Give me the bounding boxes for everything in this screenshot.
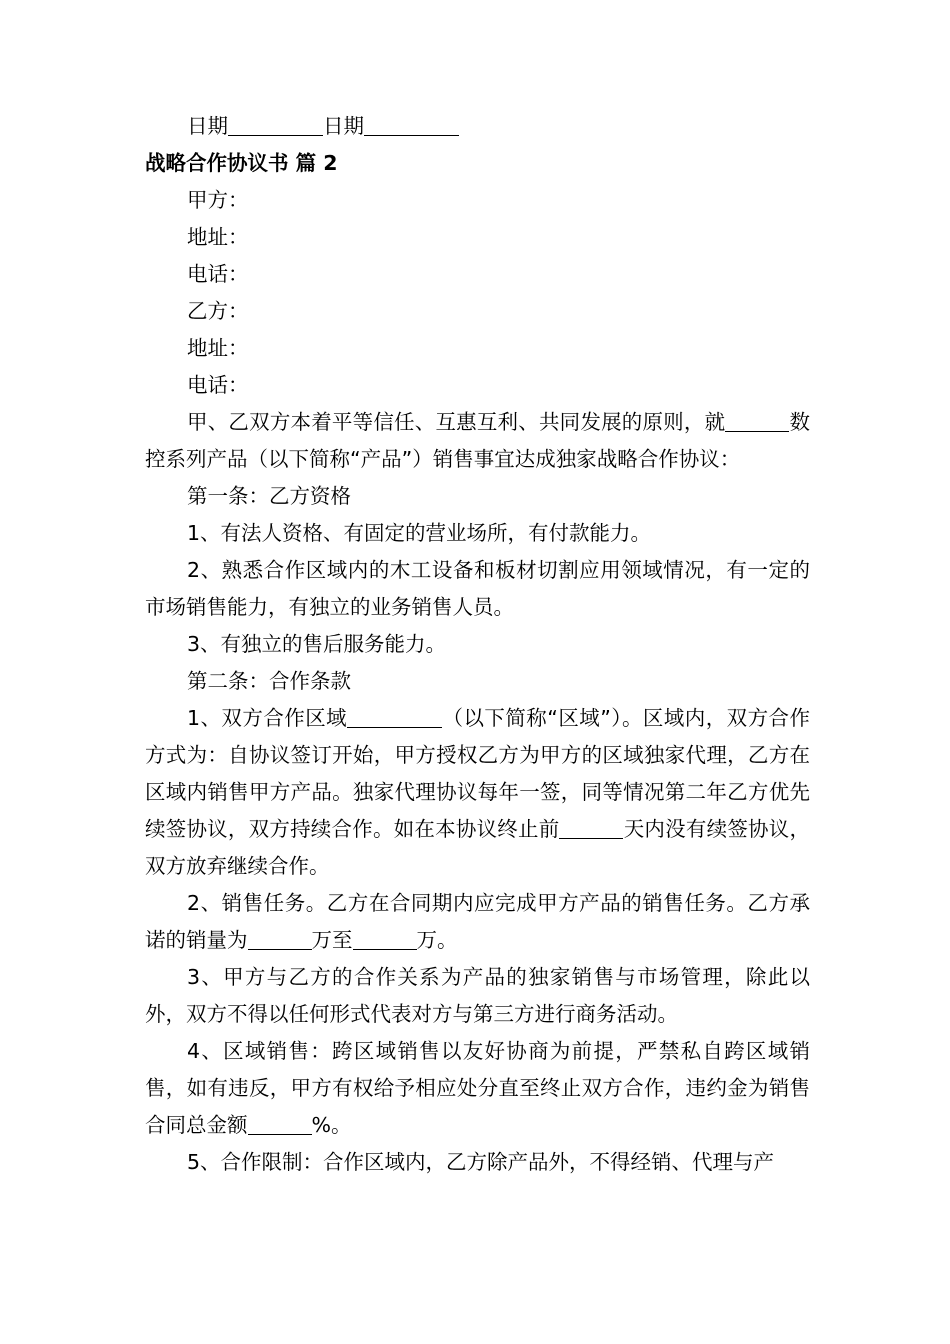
date-label-2: 日期 bbox=[323, 114, 364, 138]
intro-prefix: 甲、乙双方本着平等信任、互惠互利、共同发展的原则，就 bbox=[187, 410, 726, 434]
date-blank-2 bbox=[364, 115, 459, 137]
party-b-phone: 电话： bbox=[187, 373, 249, 397]
party-b-address: 地址： bbox=[187, 336, 249, 360]
article-2-item-2 bbox=[145, 885, 810, 959]
days-blank bbox=[559, 818, 623, 840]
item-2-part-a: 2、销售任务。乙方在合同期内应完成甲方产品的销售任务。乙方承诺的销量为 bbox=[145, 891, 810, 952]
article-2-item-3: 3、甲方与乙方的合作关系为产品的独家销售与市场管理，除此以外，双方不得以任何形式代表对方与第三方进行商务活动。 bbox=[145, 965, 810, 1026]
party-a-name: 甲方： bbox=[187, 188, 249, 212]
region-blank bbox=[347, 707, 442, 729]
article-1-title: 第一条：乙方资格 bbox=[187, 484, 351, 508]
date-blank-1 bbox=[228, 115, 323, 137]
party-a-phone: 电话： bbox=[187, 262, 249, 286]
article-2-title: 第二条：合作条款 bbox=[187, 669, 351, 693]
intro-paragraph bbox=[145, 404, 810, 478]
sales-min-blank bbox=[248, 929, 312, 951]
party-b-name: 乙方： bbox=[187, 299, 249, 323]
intro-suffix: 数控系列产品（以下简称“产品”）销售事宜达成独家战略合作协议： bbox=[145, 410, 811, 471]
party-a-address: 地址： bbox=[187, 225, 249, 249]
date-line bbox=[145, 108, 810, 145]
item-4-part-a: 4、区域销售：跨区域销售以友好协商为前提，严禁私自跨区域销售，如有违反，甲方有权给予相应处分直至终止双方合作，违约金为销售合同总金额 bbox=[145, 1039, 810, 1137]
penalty-percent-blank bbox=[248, 1114, 312, 1136]
item-4-part-b: %。 bbox=[311, 1113, 352, 1137]
item-2-part-b: 万至 bbox=[311, 928, 353, 952]
article-2-item-5: 5、合作限制：合作区域内，乙方除产品外，不得经销、代理与产 bbox=[187, 1150, 775, 1174]
item-1-part-a: 1、双方合作区域 bbox=[187, 706, 348, 730]
product-blank bbox=[725, 411, 789, 433]
date-label-1: 日期 bbox=[187, 114, 228, 138]
sales-max-blank bbox=[353, 929, 417, 951]
section-title: 战略合作协议书 篇 2 bbox=[145, 151, 338, 175]
article-2-item-1 bbox=[145, 700, 810, 885]
article-1-item-1: 1、有法人资格、有固定的营业场所，有付款能力。 bbox=[187, 521, 652, 545]
article-1-item-3: 3、有独立的售后服务能力。 bbox=[187, 632, 447, 656]
article-1-item-2: 2、熟悉合作区域内的木工设备和板材切割应用领域情况，有一定的市场销售能力，有独立的业务销售人员。 bbox=[145, 558, 810, 619]
item-1-part-c: 天内没有续签协议，双方放弃继续合作。 bbox=[145, 817, 811, 878]
item-1-part-b: （以下简称“区域”）。区域内，双方合作方式为：自协议签订开始，甲方授权乙方为甲方的区域独家代理，乙方在区域内销售甲方产品。独家代理协议每年一签，同等情况第二年乙方优先续签协议，双方持续合作。如在本协议终止前 bbox=[145, 706, 810, 841]
document-body bbox=[145, 108, 810, 1181]
article-2-item-4 bbox=[145, 1033, 810, 1144]
item-2-part-c: 万。 bbox=[416, 928, 458, 952]
